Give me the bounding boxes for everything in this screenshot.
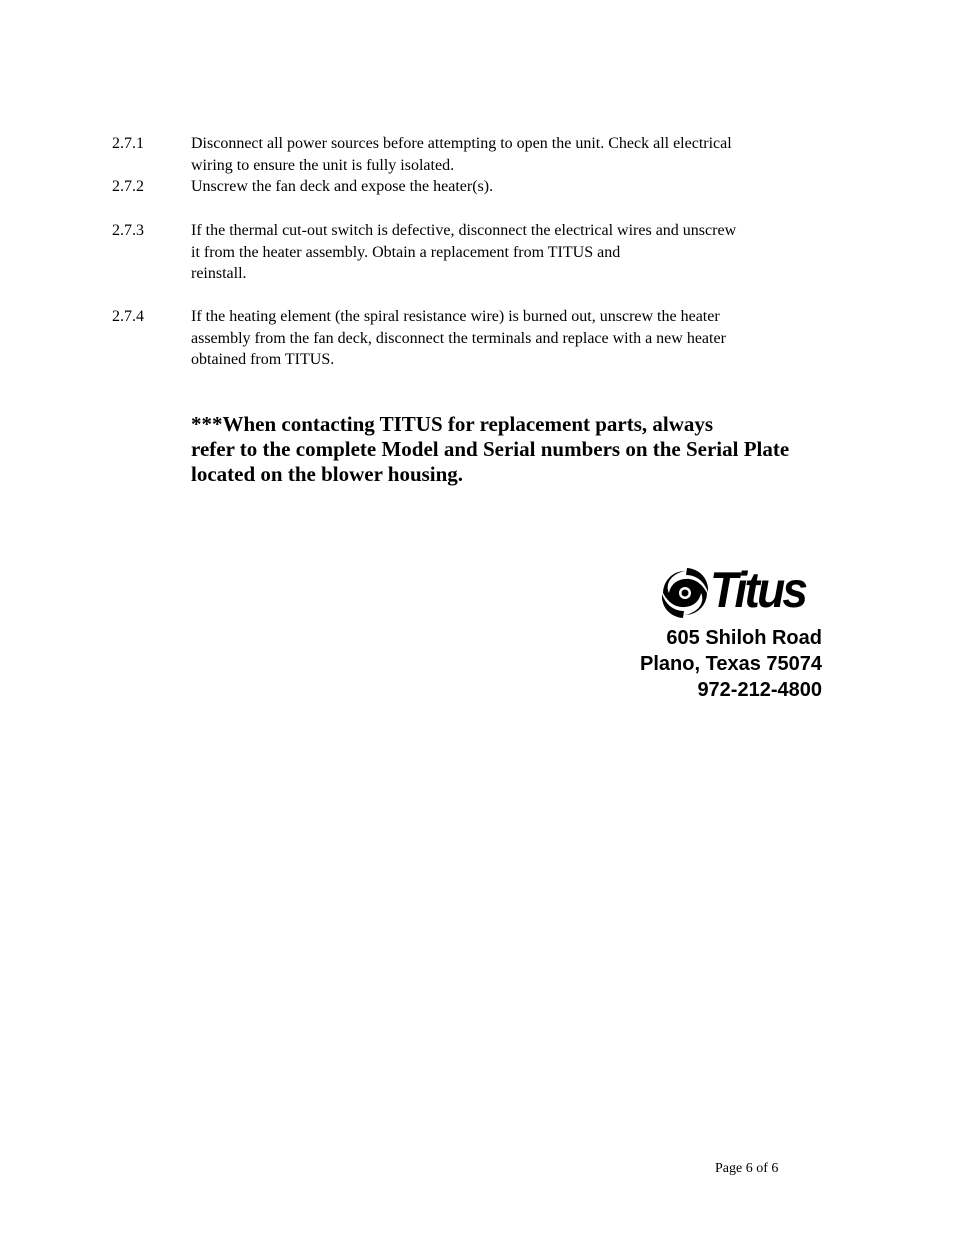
address-phone: 972-212-4800 (697, 679, 822, 701)
step-number: 2.7.1 (112, 135, 144, 152)
notice-line: ***When contacting TITUS for replacement parts, always (191, 412, 714, 436)
step-text-line: Disconnect all power sources before attempting to open the unit. Check all electrical (191, 135, 732, 152)
logo-wordmark: Titus (710, 562, 806, 618)
step-text-line: Unscrew the fan deck and expose the heater(s). (191, 178, 494, 195)
notice-line: refer to the complete Model and Serial numbers on the Serial Plate (191, 437, 790, 461)
swirl-icon (660, 566, 710, 618)
step-text (191, 306, 841, 371)
step-number: 2.7.3 (112, 222, 144, 239)
step-number: 2.7.4 (112, 308, 144, 325)
step-text-line: reinstall. (191, 265, 247, 283)
address-street: 605 Shiloh Road (666, 627, 822, 649)
company-address (640, 625, 822, 703)
step-text-line: obtained from TITUS. (191, 351, 335, 369)
notice-line: located on the blower housing. (191, 462, 464, 486)
step-text (191, 133, 841, 176)
titus-logo (660, 562, 824, 618)
step-text-line: If the thermal cut-out switch is defective, disconnect the electrical wires and unscrew (191, 222, 737, 239)
page-number: Page 6 of 6 (715, 1161, 779, 1176)
step-number: 2.7.2 (112, 178, 144, 195)
step-text-line: If the heating element (the spiral resistance wire) is burned out, unscrew the heater (191, 308, 720, 325)
replacement-parts-notice (191, 412, 851, 487)
step-text (191, 176, 841, 198)
step-text-line: it from the heater assembly. Obtain a replacement from TITUS and (191, 243, 621, 261)
step-text-line: wiring to ensure the unit is fully isolated. (191, 156, 455, 174)
step-text (191, 220, 841, 285)
step-text-line: assembly from the fan deck, disconnect the terminals and replace with a new heater (191, 329, 726, 347)
address-city: Plano, Texas 75074 (640, 653, 822, 675)
